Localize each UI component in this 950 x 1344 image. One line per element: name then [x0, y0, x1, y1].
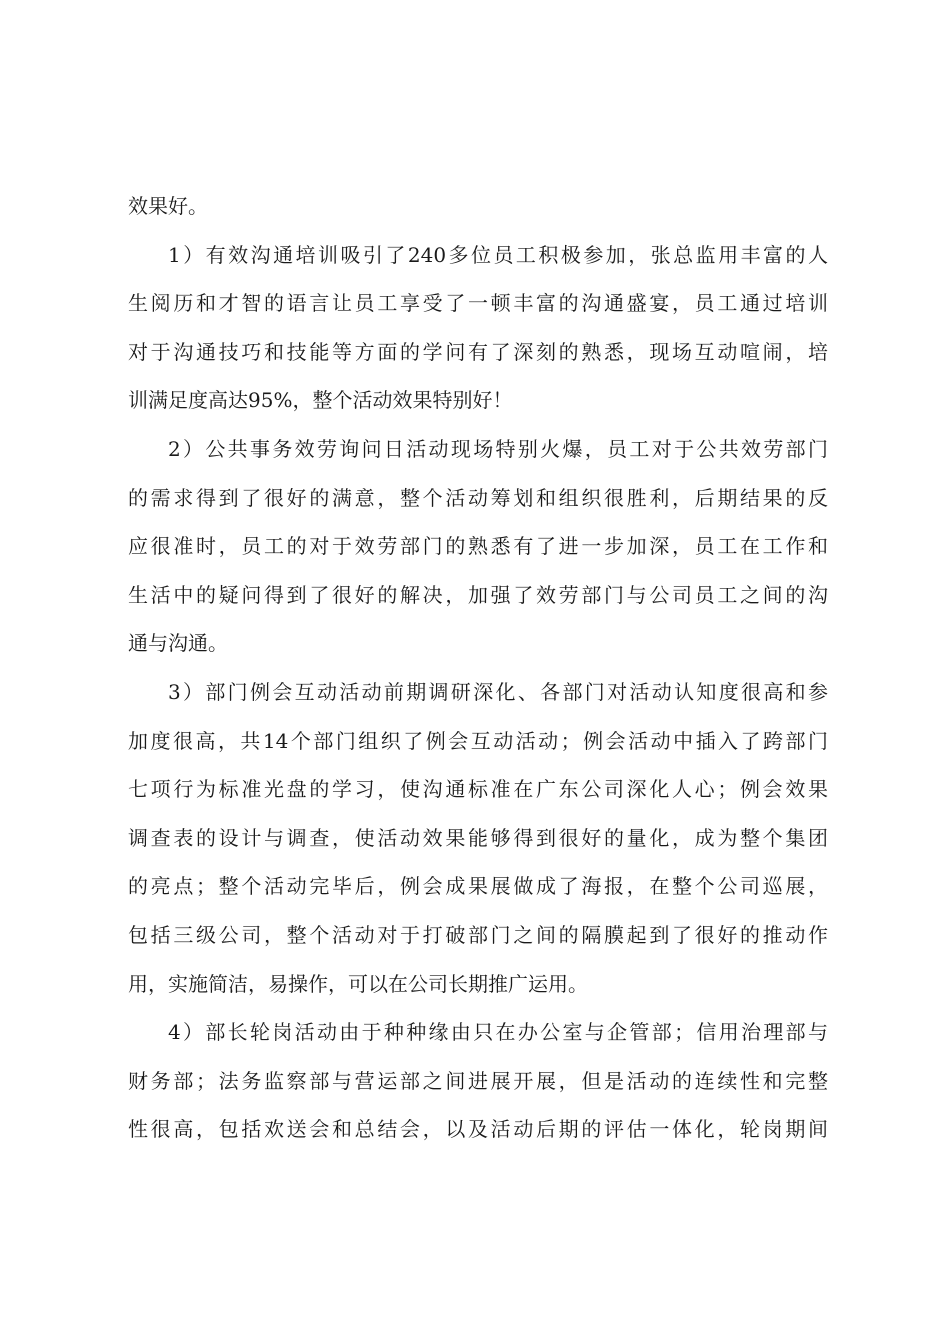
text-line: 效果好。 — [128, 194, 208, 218]
text-line: 的需求得到了很好的满意，整个活动筹划和组织很胜利，后期结果的反 — [128, 485, 828, 510]
text-line: 包括三级公司，整个活动对于打破部门之间的隔膜起到了很好的推动作 — [128, 922, 828, 947]
text-line: 用，实施简洁，易操作，可以在公司长期推广运用。 — [128, 971, 588, 996]
paragraph-first-line: 1）有效沟通培训吸引了240多位员工积极参加，张总监用丰富的人 — [168, 242, 828, 267]
paragraph-first-line: 2）公共事务效劳询问日活动现场特别火爆，员工对于公共效劳部门 — [168, 436, 828, 461]
text-line: 训满足度高达95%，整个活动效果特别好！ — [128, 388, 513, 413]
text-line: 生活中的疑问得到了很好的解决，加强了效劳部门与公司员工之间的沟 — [128, 582, 828, 607]
document-body — [128, 182, 828, 1154]
text-line: 调查表的设计与调查，使活动效果能够得到很好的量化，成为整个集团 — [128, 825, 828, 850]
text-line: 七项行为标准光盘的学习，使沟通标准在广东公司深化人心；例会效果 — [128, 777, 828, 802]
text-line: 通与沟通。 — [128, 631, 228, 656]
paragraph-first-line: 4）部长轮岗活动由于种种缘由只在办公室与企管部；信用治理部与 — [168, 1020, 828, 1045]
text-line: 对于沟通技巧和技能等方面的学问有了深刻的熟悉，现场互动喧闹，培 — [128, 339, 828, 364]
text-line: 生阅历和才智的语言让员工享受了一顿丰富的沟通盛宴，员工通过培训 — [128, 291, 828, 316]
text-line: 加度很高，共14个部门组织了例会互动活动；例会活动中插入了跨部门 — [128, 728, 828, 753]
text-line: 的亮点；整个活动完毕后，例会成果展做成了海报，在整个公司巡展， — [128, 874, 828, 899]
text-line: 性很高，包括欢送会和总结会，以及活动后期的评估一体化，轮岗期间 — [128, 1117, 828, 1142]
paragraph-first-line: 3）部门例会互动活动前期调研深化、各部门对活动认知度很高和参 — [168, 679, 828, 704]
text-line: 应很准时，员工的对于效劳部门的熟悉有了进一步加深，员工在工作和 — [128, 534, 828, 559]
text-line: 财务部；法务监察部与营运部之间进展开展，但是活动的连续性和完整 — [128, 1068, 828, 1093]
